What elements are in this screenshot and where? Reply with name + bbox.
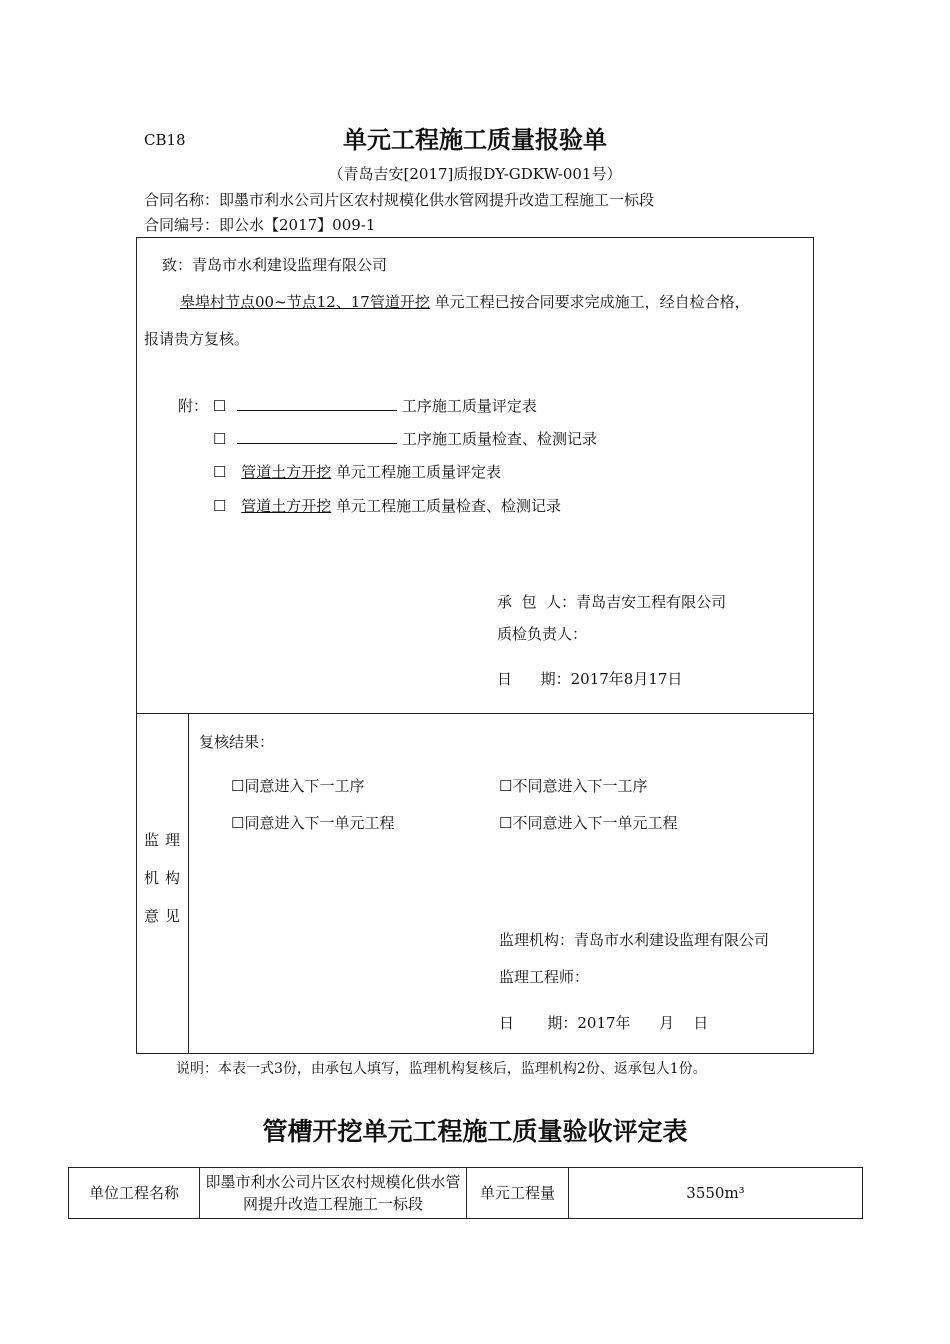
qc-person: 质检负责人：: [497, 625, 588, 643]
contractor: 承 包 人：青岛吉安工程有限公司: [497, 593, 727, 611]
review-result-label: 复核结果：: [199, 733, 275, 751]
blank-line: [237, 429, 397, 444]
supervision-column-divider: [188, 713, 189, 1054]
side-label-2: 机构: [144, 869, 187, 887]
label-unit-quantity: 单元工程量: [467, 1168, 569, 1219]
option-disagree-next-process[interactable]: ☐不同意进入下一工序: [499, 777, 648, 795]
form-note: 说明：本表一式3份，由承包人填写，监理机构复核后，监理机构2份、返承包人1份。: [176, 1061, 707, 1077]
attachment-text-1: 工序施工质量评定表: [401, 397, 537, 415]
attachment-row-2: [213, 428, 597, 449]
form-code: CB18: [144, 131, 186, 149]
blank-line: [237, 396, 397, 411]
label-unit-project: 单位工程名称: [69, 1168, 200, 1219]
option-agree-next-unit[interactable]: ☐同意进入下一单元工程: [231, 814, 395, 832]
unit-quantity-value: 3550m³: [569, 1168, 863, 1219]
form-reference-number: （青岛吉安[2017]质报DY-GDKW-001号）: [328, 165, 622, 183]
attachment-row-1: [178, 395, 537, 416]
supervision-engineer: 监理工程师：: [499, 968, 590, 986]
unit-work-name: 皋埠村节点00~节点12、17管道开挖: [180, 293, 430, 311]
attachment-row-4: [213, 495, 561, 516]
supervision-org: 监理机构：青岛市水利建设监理有限公司: [499, 931, 770, 949]
second-form-title: 管槽开挖单元工程施工质量验收评定表: [262, 1117, 688, 1146]
contract-name: 合同名称：即墨市利水公司片区农村规模化供水管网提升改造工程施工一标段: [144, 191, 655, 209]
letter-body-line-1: [180, 291, 750, 312]
attachment-fill-4: 管道土方开挖: [241, 497, 332, 515]
letter-body-text: 单元工程已按合同要求完成施工，经自检合格，: [434, 293, 750, 311]
attachment-text-4: 单元工程施工质量检查、检测记录: [336, 497, 562, 515]
form-title: 单元工程施工质量报验单: [343, 126, 607, 154]
checkbox-icon[interactable]: ☐: [213, 463, 227, 481]
supervision-date: 日 期：2017年 月 日: [499, 1014, 709, 1032]
form-divider: [136, 713, 814, 714]
unit-project-value: 即墨市利水公司片区农村规模化供水管网提升改造工程施工一标段: [200, 1168, 467, 1219]
checkbox-icon[interactable]: ☐: [212, 397, 227, 415]
letter-body-line-2: 报请贵方复核。: [144, 330, 250, 348]
contractor-date: 日 期：2017年8月17日: [497, 670, 683, 688]
table-row: [69, 1168, 863, 1219]
option-agree-next-process[interactable]: ☐同意进入下一工序: [231, 777, 365, 795]
contract-number: 合同编号：即公水【2017】009-1: [144, 216, 376, 234]
attachment-row-3: [213, 461, 501, 482]
attachment-fill-3: 管道土方开挖: [241, 463, 332, 481]
attachment-text-2: 工序施工质量检查、检测记录: [402, 430, 598, 448]
addressee: 致：青岛市水利建设监理有限公司: [162, 256, 388, 274]
side-label-3: 意见: [144, 907, 187, 925]
evaluation-table: [68, 1167, 863, 1219]
option-disagree-next-unit[interactable]: ☐不同意进入下一单元工程: [499, 814, 678, 832]
attachment-label: 附：: [178, 397, 209, 415]
checkbox-icon[interactable]: ☐: [213, 430, 227, 448]
side-label-1: 监理: [144, 831, 187, 849]
attachment-text-3: 单元工程施工质量评定表: [336, 463, 502, 481]
checkbox-icon[interactable]: ☐: [213, 497, 227, 515]
